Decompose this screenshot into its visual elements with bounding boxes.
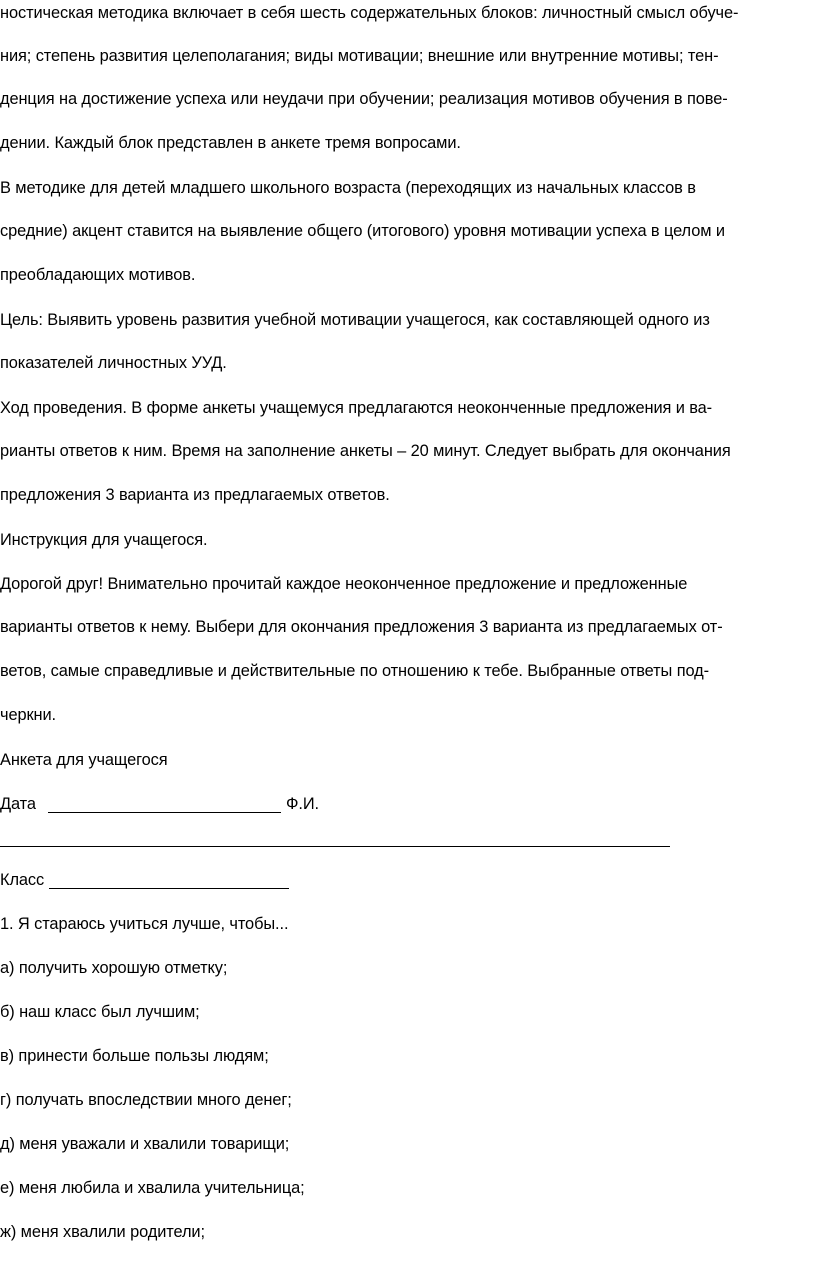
instruction-line-3: ветов, самые справедливые и действительные по отношению к тебе. Выбранные ответы под- bbox=[0, 662, 709, 680]
paragraph1-line-2: ния; степень развития целеполагания; виды мотивации; внешние или внутренние мотивы; тен- bbox=[0, 47, 719, 65]
paragraph2-line-1: В методике для детей младшего школьного возраста (переходящих из начальных классов в bbox=[0, 179, 696, 197]
question-1-option-c[interactable]: в) принести больше пользы людям; bbox=[0, 1047, 269, 1065]
class-label: Класс bbox=[0, 871, 45, 889]
paragraph1-line-4: дении. Каждый блок представлен в анкете тремя вопросами. bbox=[0, 134, 461, 152]
date-field-line[interactable] bbox=[48, 812, 281, 813]
instruction-line-2: варианты ответов к нему. Выбери для окончания предложения 3 варианта из предлагаемых от- bbox=[0, 618, 723, 636]
question-1-option-d[interactable]: г) получать впоследствии много денег; bbox=[0, 1091, 292, 1109]
paragraph2-line-3: преобладающих мотивов. bbox=[0, 266, 196, 284]
instruction-line-4: черкни. bbox=[0, 706, 57, 724]
name-field-line[interactable] bbox=[0, 846, 670, 847]
procedure-line-2: рианты ответов к ним. Время на заполнение анкеты – 20 минут. Следует выбрать для окончания bbox=[0, 442, 731, 460]
question-1-option-a[interactable]: а) получить хорошую отметку; bbox=[0, 959, 228, 977]
question-1-option-g[interactable]: ж) меня хвалили родители; bbox=[0, 1223, 205, 1241]
procedure-line-3: предложения 3 варианта из предлагаемых ответов. bbox=[0, 486, 390, 504]
form-title: Анкета для учащегося bbox=[0, 751, 168, 769]
question-1-text: 1. Я стараюсь учиться лучше, чтобы... bbox=[0, 915, 289, 933]
instruction-title: Инструкция для учащегося. bbox=[0, 531, 208, 549]
goal-line-2: показателей личностных УУД. bbox=[0, 354, 227, 372]
procedure-line-1: Ход проведения. В форме анкеты учащемуся предлагаются неоконченные предложения и ва- bbox=[0, 399, 713, 417]
class-field-line[interactable] bbox=[49, 888, 289, 889]
paragraph2-line-2: средние) акцент ставится на выявление общего (итогового) уровня мотивации успеха в целом и bbox=[0, 222, 725, 240]
question-1-option-e[interactable]: д) меня уважали и хвалили товарищи; bbox=[0, 1135, 290, 1153]
date-label: Дата bbox=[0, 795, 36, 813]
goal-line-1: Цель: Выявить уровень развития учебной мотивации учащегося, как составляющей одного из bbox=[0, 311, 710, 329]
instruction-line-1: Дорогой друг! Внимательно прочитай каждое неоконченное предложение и предложенные bbox=[0, 575, 688, 593]
question-1-option-f[interactable]: е) меня любила и хвалила учительница; bbox=[0, 1179, 305, 1197]
question-1-option-b[interactable]: б) наш класс был лучшим; bbox=[0, 1003, 200, 1021]
name-label: Ф.И. bbox=[286, 795, 319, 813]
paragraph1-line-3: денция на достижение успеха или неудачи при обучении; реализация мотивов обучения в пове- bbox=[0, 90, 728, 108]
paragraph1-line-1: ностическая методика включает в себя шесть содержательных блоков: личностный смысл обуче- bbox=[0, 4, 739, 22]
